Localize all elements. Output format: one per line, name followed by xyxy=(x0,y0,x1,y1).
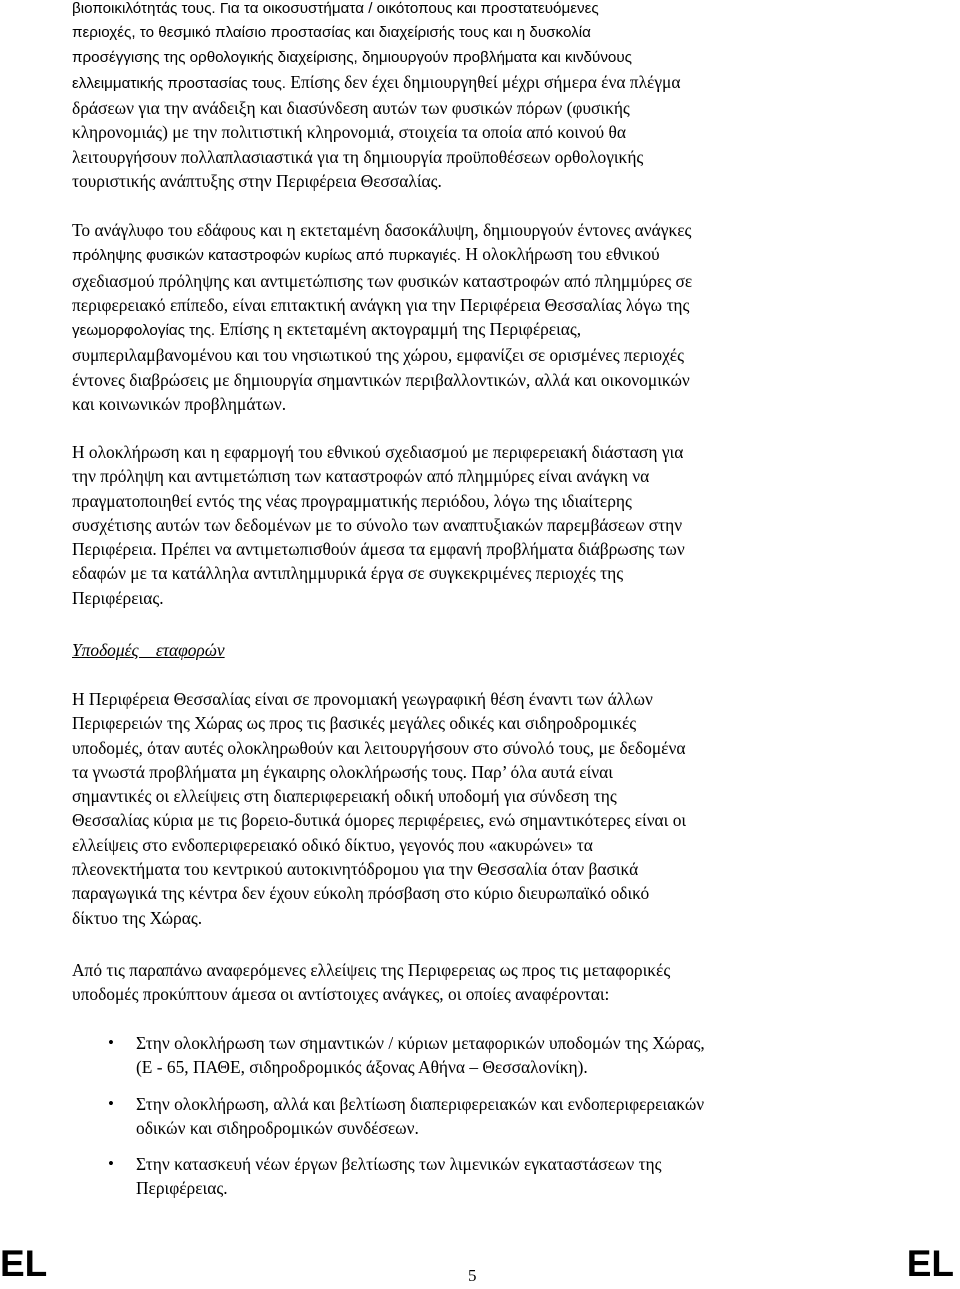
text-line: πραγματοποιηθεί εντός της νέας προγραμματικής περιόδου, λόγω της ιδιαίτερης xyxy=(72,490,632,511)
text-line: Θεσσαλίας κύρια με τις βορειο-δυτικά όμορες περιφέρειες, ενώ σημαντικότερες είναι οι xyxy=(72,810,687,831)
text-serif-fragment: Επίσης η εκτεταμένη ακτογραμμή της Περιφέρειας, xyxy=(215,319,582,340)
bullet-icon: • xyxy=(108,1033,114,1052)
paragraph-5 xyxy=(72,958,862,1007)
text-line: τουριστικής ανάπτυξης στην Περιφέρεια Θεσσαλίας. xyxy=(72,171,442,192)
text-line: Στην κατασκευή νέων έργων βελτίωσης των λιμενικών εγκαταστάσεων της xyxy=(136,1154,662,1175)
paragraph-5-block xyxy=(72,958,862,1007)
text-line: δράσεων για την ανάδειξη και διασύνδεση αυτών των φυσικών πόρων (φυσικής xyxy=(72,98,630,119)
text-line: Το ανάγλυφο του εδάφους και η εκτεταμένη δασοκάλυψη, δημιουργούν έντονες ανάγκες xyxy=(72,220,692,240)
bullet-icon: • xyxy=(108,1093,114,1113)
text-line: βιοποικιλότητάς τους. Για τα οικοσυστήματα / οικότοπους και προστατευόμενες xyxy=(72,0,599,17)
paragraph-1-sans-block xyxy=(72,0,862,70)
text-line: λειτουργήσουν πολλαπλασιαστικά για τη δημιουργία προϋποθέσεων ορθολογικής xyxy=(72,146,644,167)
text-line: δίκτυο της Χώρας. xyxy=(72,907,203,928)
text-line: πλεονεκτήματα του κεντρικού αυτοκινητόδρομου για την Θεσσαλία όταν βασικά xyxy=(72,859,639,880)
text-sans-fragment: ελλειμματικής προστασίας τους. xyxy=(72,74,286,92)
text-sans-fragment: γεωμορφολογίας της. xyxy=(72,322,216,340)
text-line: και κοινωνικών προβλημάτων. xyxy=(72,394,287,415)
paragraph-1-serif-block xyxy=(72,96,862,193)
bullet-list xyxy=(72,1031,862,1213)
text-line: κληρονομιάς) με την πολιτιστική κληρονομιά, στοιχεία τα οποία από κοινού θα xyxy=(72,122,626,143)
text-serif-fragment: Η ολοκλήρωση του εθνικού xyxy=(460,244,660,265)
text-line: Στην ολοκλήρωση, αλλά και βελτίωση διαπεριφερειακών και ενδοπεριφερειακών xyxy=(136,1093,705,1114)
text-line: περιφερειακό επίπεδο, είναι επιτακτική ανάγκη για την Περιφέρεια Θεσσαλίας λόγω της xyxy=(72,294,690,315)
text-line-mixed xyxy=(72,317,862,343)
text-line: Περιφερειών της Χώρας ως προς τις βασικές μεγάλες οδικές και σιδηροδρομικές xyxy=(72,713,637,734)
text-line: Στην ολοκλήρωση των σημαντικών / κύριων μεταφορικών υποδομών της Χώρας, xyxy=(136,1033,705,1053)
text-line: συσχέτισης αυτών των δεδομένων με το σύνολο των αναπτυξιακών παρεμβάσεων στην xyxy=(72,514,683,535)
paragraph-4-block xyxy=(72,687,862,930)
text-line: παραγωγικά της κέντρα δεν έχουν εύκολη πρόσβαση στο κύριο διευρωπαϊκό οδικό xyxy=(72,883,650,904)
text-line: υποδομές, όταν αυτές ολοκληρωθούν και λειτουργήσουν στο σύνολό τους, με δεδομένα xyxy=(72,737,686,758)
text-line-mixed xyxy=(72,70,862,96)
bullet-item xyxy=(72,1031,862,1080)
paragraph-3-block xyxy=(72,440,862,610)
text-line: οδικών και σιδηροδρομικών συνδέσεων. xyxy=(136,1117,419,1138)
text-line: υποδομές προκύπτουν άμεσα οι αντίστοιχες ανάγκες, οι οποίες αναφέρονται: xyxy=(72,984,610,1005)
bullet-icon: • xyxy=(108,1154,114,1174)
text-line: προσέγγισης της ορθολογικής διαχείρισης, δημιουργούν προβλήματα και κινδύνους xyxy=(72,48,632,66)
text-line: Περιφέρεια. Πρέπει να αντιμετωπισθούν άμεσα τα εμφανή προβλήματα διάβρωσης των xyxy=(72,539,685,560)
text-line: Η ολοκλήρωση και η εφαρμογή του εθνικού σχεδιασμού με περιφερειακή διάσταση για xyxy=(72,442,684,462)
footer-language-code-left: EL xyxy=(0,1243,48,1284)
text-line: εδαφών με τα κατάλληλα αντιπλημμυρικά έργα σε συγκεκριμένες περιοχές της xyxy=(72,563,624,584)
footer-language-code-right: EL xyxy=(906,1243,954,1284)
bullet-item xyxy=(72,1152,862,1201)
section-heading: Υποδομές εταφορών xyxy=(72,640,225,660)
paragraph-1 xyxy=(72,0,862,193)
text-line: έντονες διαβρώσεις με δημιουργία σημαντικών περιβαλλοντικών, αλλά και οικονομικών xyxy=(72,369,690,390)
paragraph-4 xyxy=(72,687,862,930)
text-line: τα γνωστά προβλήματα μη έγκαιρης ολοκλήρωσής τους. Παρ’ όλα αυτά είναι xyxy=(72,761,613,782)
text-line-mixed xyxy=(72,242,862,268)
bullet-item xyxy=(72,1092,862,1141)
paragraph-3 xyxy=(72,440,862,610)
text-line: Από τις παραπάνω αναφερόμενες ελλείψεις της Περιφερειας ως προς τις μεταφορικές xyxy=(72,960,671,980)
paragraph-2-block xyxy=(72,218,862,416)
text-line: σχεδιασμού πρόληψης και αντιμετώπισης των φυσικών καταστροφών από πλημμύρες σε xyxy=(72,270,693,291)
text-sans-fragment: πρόληψης φυσικών καταστροφών κυρίως από πυρκαγιές. xyxy=(72,247,461,265)
text-line: περιοχές, το θεσμικό πλαίσιο προστασίας και διαχείρισής τους και η δυσκολία xyxy=(72,24,591,42)
text-line: σημαντικές οι ελλείψεις στη διαπεριφερειακή οδική υποδομή για σύνδεση της xyxy=(72,786,617,807)
text-line: ελλείψεις στο ενδοπεριφερειακό οδικό δίκτυο, γεγονός που «ακυρώνει» τα xyxy=(72,834,593,855)
text-line: (Ε - 65, ΠΑΘΕ, σιδηροδρομικός άξονας Αθήνα – Θεσσαλονίκη). xyxy=(136,1057,588,1078)
text-line: την πρόληψη και αντιμετώπιση των καταστροφών από πλημμύρες είναι ανάγκη να xyxy=(72,466,650,487)
page-number: 5 xyxy=(468,1266,477,1285)
text-line: Περιφέρειας. xyxy=(72,587,164,608)
text-line: Η Περιφέρεια Θεσσαλίας είναι σε προνομιακή γεωγραφική θέση έναντι των άλλων xyxy=(72,689,653,709)
text-serif-fragment: Επίσης δεν έχει δημιουργηθεί μέχρι σήμερα ένα πλέγμα xyxy=(285,71,681,92)
text-line: συμπεριλαμβανομένου και του νησιωτικού της χώρου, εμφανίζει σε ορισμένες περιοχές xyxy=(72,345,684,366)
paragraph-2 xyxy=(72,218,862,416)
text-line: Περιφέρειας. xyxy=(136,1178,228,1199)
